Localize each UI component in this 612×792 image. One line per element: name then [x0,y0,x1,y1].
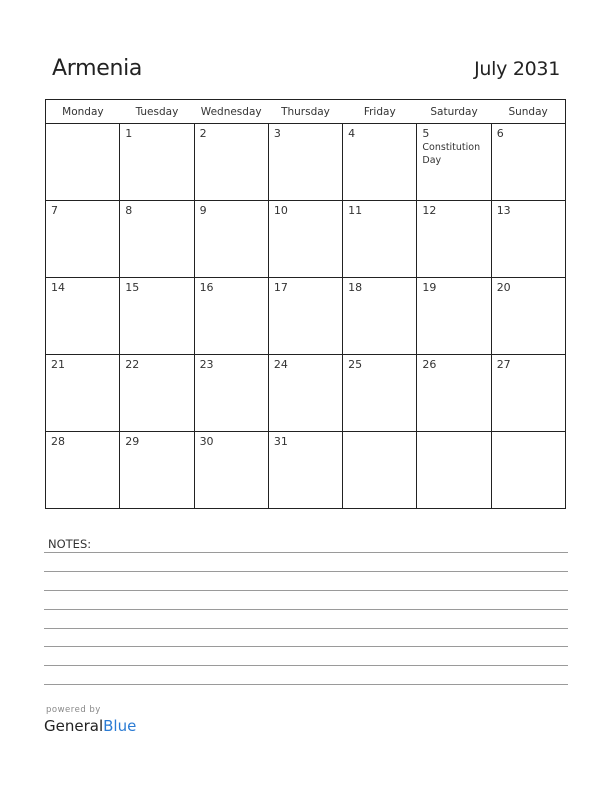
day-number: 29 [125,435,140,448]
day-number: 6 [496,127,504,140]
day-number: 23 [199,358,214,371]
day-number: 5 [422,127,430,140]
note-line [44,590,568,591]
day-number: 25 [348,358,363,371]
day-cell [343,355,417,432]
day-cell [194,201,268,278]
day-cell [343,201,417,278]
day-cell [491,355,565,432]
day-number: 8 [125,204,133,217]
weekday-header: Wednesday [194,100,268,124]
day-number: 30 [199,435,214,448]
brand-name-blue: Blue [103,717,137,735]
day-number: 31 [273,435,288,448]
powered-by-text: powered by [46,705,101,715]
day-cell [417,278,491,355]
day-number: 16 [199,281,214,294]
day-cell [343,432,417,509]
day-cell [194,278,268,355]
day-cell [268,278,342,355]
day-cell [491,432,565,509]
week-row [46,278,566,355]
note-line [44,628,568,629]
day-number: 13 [496,204,511,217]
note-line [44,665,568,666]
day-number: 22 [125,358,140,371]
note-line [44,646,568,647]
day-number: 18 [348,281,363,294]
holiday-label: Constitution Day [422,142,481,166]
note-line [44,552,568,553]
day-cell [491,278,565,355]
day-cell [46,278,120,355]
day-cell [120,124,194,201]
country-title: Armenia [52,56,143,81]
day-number: 20 [496,281,511,294]
day-cell [417,355,491,432]
day-number: 19 [422,281,437,294]
day-cell [194,432,268,509]
day-number: 17 [273,281,288,294]
day-number: 27 [496,358,511,371]
day-number: 11 [348,204,363,217]
day-number: 26 [422,358,437,371]
brand-name-general: General [44,717,104,735]
day-cell [417,201,491,278]
day-cell [491,201,565,278]
day-number: 15 [125,281,140,294]
day-number: 1 [125,127,133,140]
day-cell [268,355,342,432]
day-cell [194,355,268,432]
day-cell [46,355,120,432]
note-line [44,609,568,610]
day-number: 21 [51,358,65,371]
day-cell [417,124,491,201]
day-cell [417,432,491,509]
note-line [44,571,568,572]
brand-logo [44,717,136,735]
weekday-header: Thursday [268,100,342,124]
day-cell [120,355,194,432]
day-number: 28 [51,435,65,448]
day-cell [268,432,342,509]
weekday-header: Friday [343,100,417,124]
day-cell [194,124,268,201]
day-cell [46,124,120,201]
day-number: 4 [348,127,356,140]
day-cell [491,124,565,201]
day-cell [120,201,194,278]
weekday-header: Tuesday [120,100,194,124]
week-row [46,432,566,509]
weekday-header-row [46,100,566,124]
calendar-grid [45,99,566,509]
day-number: 2 [199,127,207,140]
day-number: 14 [51,281,65,294]
weekday-header: Sunday [491,100,565,124]
day-cell [46,432,120,509]
notes-label: NOTES: [48,537,92,551]
week-row [46,124,566,201]
day-cell [46,201,120,278]
day-cell [343,124,417,201]
day-number: 10 [273,204,288,217]
weekday-header: Saturday [417,100,491,124]
day-number: 7 [51,204,58,217]
month-year-title: July 2031 [474,58,560,80]
note-line [44,684,568,685]
day-cell [268,201,342,278]
weekday-header: Monday [46,100,120,124]
week-row [46,355,566,432]
day-number: 3 [273,127,281,140]
day-cell [343,278,417,355]
day-number: 12 [422,204,437,217]
week-row [46,201,566,278]
day-number: 9 [199,204,207,217]
day-cell [268,124,342,201]
day-number: 24 [273,358,288,371]
day-cell [120,278,194,355]
day-cell [120,432,194,509]
